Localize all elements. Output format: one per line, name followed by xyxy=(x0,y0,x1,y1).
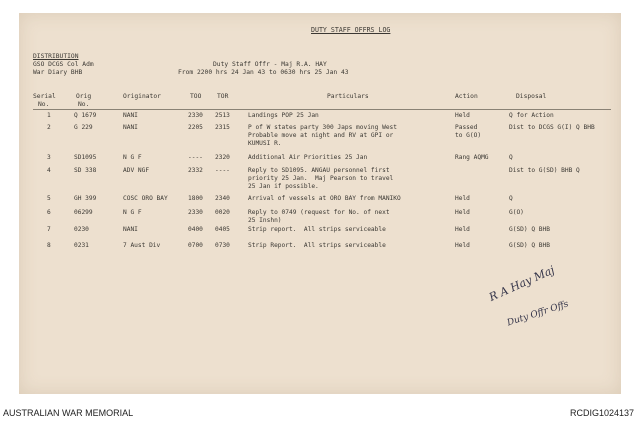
cell-disposal: G(SD) Q BHB xyxy=(509,242,550,249)
cell-disposal: G(SD) Q BHB xyxy=(509,226,550,233)
cell-too: 2330 xyxy=(188,112,203,119)
cell-disposal: Q xyxy=(509,154,513,161)
cell-orig: 0230 xyxy=(74,226,89,233)
cell-action: Held xyxy=(455,226,470,233)
col-too-header: TOO xyxy=(190,93,202,100)
cell-too: 0700 xyxy=(188,242,203,249)
document-title: DUTY STAFF OFFRS LOG xyxy=(311,26,391,34)
col-orig-header-sub: No. xyxy=(78,101,90,108)
distribution-label: DISTRIBUTION xyxy=(33,53,79,60)
col-action-header: Action xyxy=(455,93,478,100)
cell-particulars: Arrival of vessels at ORO BAY from MANIKO xyxy=(248,195,401,202)
header-rule xyxy=(33,109,611,110)
distribution-line: GSO DCGS Col Adm xyxy=(33,61,94,68)
cell-orig: 0231 xyxy=(74,242,89,249)
cell-serial: 4 xyxy=(47,167,51,174)
distribution-line: War Diary BHB xyxy=(33,69,83,76)
cell-originator: N G F xyxy=(123,209,142,216)
col-disposal-header: Disposal xyxy=(516,93,547,100)
cell-disposal: Q xyxy=(509,195,513,202)
cell-serial: 6 xyxy=(47,209,51,216)
cell-serial: 7 xyxy=(47,226,51,233)
cell-too: 0400 xyxy=(188,226,203,233)
cell-originator: NANI xyxy=(123,124,138,131)
cell-disposal: G(O) xyxy=(509,209,524,216)
cell-particulars: Landings POP 25 Jan xyxy=(248,112,319,119)
cell-orig: SD1095 xyxy=(74,154,97,161)
cell-action: Held xyxy=(455,112,470,119)
cell-particulars: Strip report. All strips serviceable xyxy=(248,226,386,233)
col-serial-header-sub: No. xyxy=(38,101,50,108)
cell-tor: 2320 xyxy=(215,154,230,161)
cell-action: Passed to G(O) xyxy=(455,124,482,139)
col-originator-header: Originator xyxy=(123,93,161,100)
duty-officer-line: Duty Staff Offr - Maj R.A. HAY xyxy=(213,61,327,68)
document-page xyxy=(19,13,621,394)
cell-orig: 06299 xyxy=(74,209,93,216)
cell-originator: NANI xyxy=(123,226,138,233)
cell-tor: 0730 xyxy=(215,242,230,249)
cell-too: 2205 xyxy=(188,124,203,131)
cell-serial: 1 xyxy=(47,112,51,119)
cell-tor: 0020 xyxy=(215,209,230,216)
col-tor-header: TOR xyxy=(217,93,229,100)
footer-id: RCDIG1024137 xyxy=(569,408,634,418)
period-line: From 2200 hrs 24 Jan 43 to 0630 hrs 25 Jan 43 xyxy=(178,69,349,76)
cell-orig: G 229 xyxy=(74,124,93,131)
cell-particulars: Strip Report. All strips serviceable xyxy=(248,242,386,249)
cell-serial: 2 xyxy=(47,124,51,131)
col-orig-header: Orig xyxy=(76,93,92,100)
cell-orig: Q 1679 xyxy=(74,112,97,119)
footer-credit: AUSTRALIAN WAR MEMORIAL xyxy=(3,408,134,418)
cell-originator: NANI xyxy=(123,112,138,119)
cell-too: 2330 xyxy=(188,209,203,216)
cell-action: Rang AQMG xyxy=(455,154,489,161)
cell-tor: 2315 xyxy=(215,124,230,131)
cell-action: Held xyxy=(455,242,470,249)
col-serial-header: Serial xyxy=(33,93,56,100)
cell-particulars: Additional Air Priorities 25 Jan xyxy=(248,154,368,161)
cell-tor: ---- xyxy=(215,167,230,174)
cell-too: 1800 xyxy=(188,195,203,202)
cell-originator: COSC ORO BAY xyxy=(123,195,168,202)
cell-disposal: Dist to DCGS G(I) Q BHB xyxy=(509,124,595,131)
cell-tor: 2513 xyxy=(215,112,230,119)
cell-too: 2332 xyxy=(188,167,203,174)
cell-tor: 0405 xyxy=(215,226,230,233)
cell-originator: 7 Aust Div xyxy=(123,242,161,249)
cell-orig: GH 399 xyxy=(74,195,97,202)
cell-orig: SD 338 xyxy=(74,167,97,174)
cell-serial: 5 xyxy=(47,195,51,202)
cell-particulars: Reply to SD1095. ANGAU personnel first priority 25 Jan. Maj Pearson to travel 25 Jan if possible. xyxy=(248,167,394,190)
cell-action: Held xyxy=(455,195,470,202)
cell-serial: 8 xyxy=(47,242,51,249)
cell-too: ---- xyxy=(188,154,203,161)
cell-action: Held xyxy=(455,209,470,216)
cell-particulars: Reply to 0749 (request for No. of next 25 Inshn) xyxy=(248,209,390,224)
cell-particulars: P of W states party 300 Japs moving West Probable move at night and RV at GPI or KUMUSI R. xyxy=(248,124,398,147)
signature: R A Hay Maj xyxy=(487,263,557,304)
cell-originator: ADV NGF xyxy=(123,167,150,174)
cell-serial: 3 xyxy=(47,154,51,161)
cell-originator: N G F xyxy=(123,154,142,161)
cell-disposal: Q for Action xyxy=(509,112,554,119)
signature-title: Duty Offr Offs xyxy=(506,299,570,329)
cell-disposal: Dist to G(SD) BHB Q xyxy=(509,167,580,174)
cell-tor: 2340 xyxy=(215,195,230,202)
col-particulars-header: Particulars xyxy=(327,93,369,100)
